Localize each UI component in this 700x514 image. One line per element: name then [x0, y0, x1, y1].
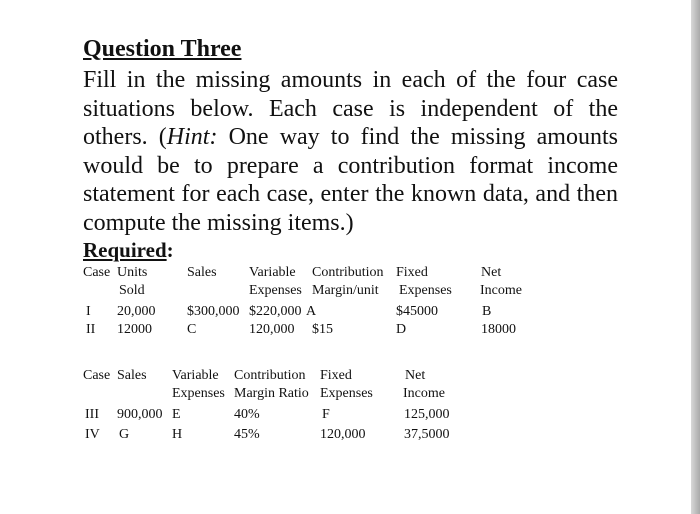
t2-header-fixed-top: Fixed — [320, 368, 352, 383]
t2-row2-case: IV — [85, 427, 100, 442]
t2-row2-variable: H — [172, 427, 183, 442]
t2-row2-sales: G — [119, 427, 130, 442]
t1-row1-case: I — [86, 304, 91, 319]
t2-row1-net: 125,000 — [404, 407, 450, 422]
t1-header-net-line1: Net — [481, 265, 502, 280]
t1-row2-variable: 120,000 — [249, 322, 295, 337]
t1-row2-net: 18000 — [481, 322, 516, 337]
t1-row2-units: 12000 — [117, 322, 152, 337]
t1-header-variable-line2: Expenses — [249, 283, 302, 298]
hint-text: One way to find the missing amounts would be to prepare a contribution format income statement for each case, enter the known data, and then compute the missing items.) — [83, 124, 618, 236]
t2-row2-ratio: 45% — [234, 427, 260, 442]
question-heading: Question Three — [83, 36, 242, 62]
t2-header-sales: Sales — [117, 368, 147, 383]
t1-header-net-line2: Income — [480, 283, 522, 298]
t1-header-units-line2: Sold — [119, 283, 145, 298]
t1-header-fixed-line2: Expenses — [399, 283, 452, 298]
t1-header-variable-line1: Variable — [249, 265, 296, 280]
t1-row1-units: 20,000 — [117, 304, 156, 319]
t2-header-fixed: Expenses — [320, 386, 373, 401]
hint-label: Hint: — [166, 124, 218, 150]
screen-edge — [691, 0, 700, 514]
t1-header-case: Case — [83, 265, 111, 280]
required-colon: : — [166, 238, 174, 262]
t1-row2-case: II — [86, 322, 96, 337]
instructions-text: Fill in the missing amounts in each of the four case situations below. Each case is independent of the others. ( — [83, 67, 618, 150]
t1-header-units-line1: Units — [117, 265, 148, 280]
t1-header-sales: Sales — [187, 265, 217, 280]
t2-row1-fixed: F — [322, 407, 330, 422]
t2-header-net-line2: Income — [403, 386, 445, 401]
t1-row2-fixed: D — [396, 322, 407, 337]
t1-header-contribution-line1: Contribution — [312, 265, 384, 280]
t2-header-contribution-line2: Margin Ratio — [234, 386, 309, 401]
t2-header-variable-line1: Variable — [172, 368, 219, 383]
t1-row2-contribution: $15 — [312, 322, 333, 337]
t2-header-contribution-line1: Contribution — [234, 368, 306, 383]
t1-header-fixed-line1: Fixed — [396, 265, 428, 280]
t2-row2-net: 37,5000 — [404, 427, 450, 442]
t1-header-contribution-line2: Margin/unit — [312, 283, 379, 298]
t2-row1-sales: 900,000 — [117, 407, 163, 422]
t2-row2-fixed: 120,000 — [320, 427, 366, 442]
t2-row1-variable: E — [172, 407, 181, 422]
t2-header-case: Case — [83, 368, 111, 383]
t1-row1-sales: $300,000 — [187, 304, 240, 319]
t2-row1-ratio: 40% — [234, 407, 260, 422]
required-word: Required — [83, 238, 167, 262]
t1-row1-contribution: A — [306, 304, 317, 319]
t2-row1-case: III — [85, 407, 99, 422]
t1-row2-sales: C — [187, 322, 197, 337]
t1-row1-net: B — [482, 304, 492, 319]
instructions-paragraph — [83, 66, 618, 237]
required-label — [83, 238, 174, 263]
t2-header-variable-line2: Expenses — [172, 386, 225, 401]
t2-header-net-line1: Net — [405, 368, 426, 383]
t1-row1-variable: $220,000 — [249, 304, 302, 319]
t1-row1-fixed: $45000 — [396, 304, 438, 319]
